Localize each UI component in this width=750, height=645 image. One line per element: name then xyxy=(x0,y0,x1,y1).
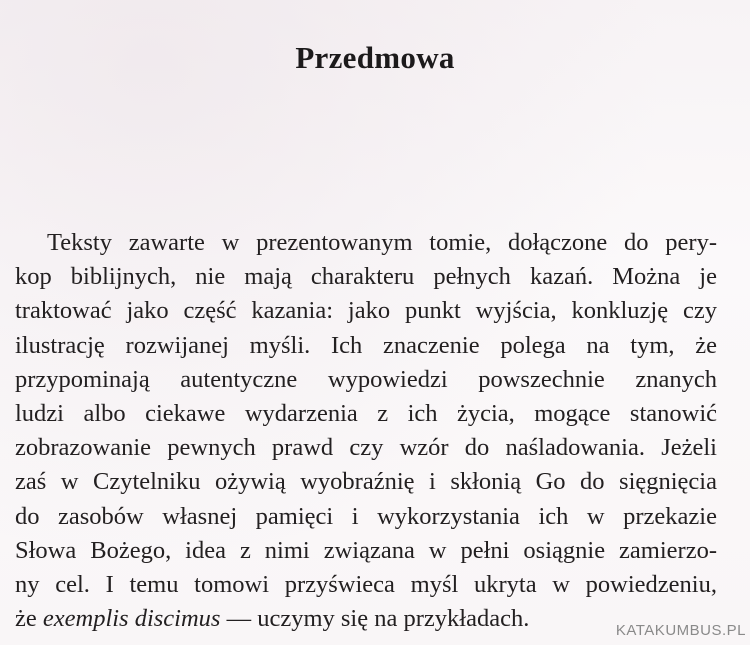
paragraph-line: kop biblijnych, nie mają charakteru pełnych kazań. Można je xyxy=(15,263,717,291)
paragraph-line: traktować jako część kazania: jako punkt wyjścia, konkluzję czy xyxy=(15,297,717,325)
paragraph-line: zaś w Czytelniku ożywią wyobraźnię i skłonią Go do sięgnięcia xyxy=(15,468,717,496)
paragraph-line: ilustrację rozwijanej myśli. Ich znaczenie polega na tym, że xyxy=(15,331,717,359)
last-line-prefix: że xyxy=(15,605,43,633)
paragraph-line: ny cel. I temu tomowi przyświeca myśl ukryta w powiedzeniu, xyxy=(15,571,717,599)
paragraph-line: zobrazowanie pewnych prawd czy wzór do naśladowania. Jeżeli xyxy=(15,434,717,462)
paragraph-last-line xyxy=(15,602,717,636)
latin-phrase: exemplis discimus xyxy=(42,605,221,633)
paragraph-line: Słowa Bożego, idea z nimi związana w pełni osiągnie zamierzo- xyxy=(15,536,717,564)
paragraph-line: ludzi albo ciekawe wydarzenia z ich życia, mogące stanowić xyxy=(15,400,717,428)
paragraph-line: Teksty zawarte w prezentowanym tomie, dołączone do pery- xyxy=(47,229,717,256)
last-line-suffix: — uczymy się na przykładach. xyxy=(220,605,530,633)
paragraph-line: do zasobów własnej pamięci i wykorzystania ich w przekazie xyxy=(15,502,717,530)
paragraph-line: przypominają autentyczne wypowiedzi powszechnie znanych xyxy=(15,365,717,393)
bleed-through-text xyxy=(20,120,26,147)
page-title: Przedmowa xyxy=(295,40,455,75)
watermark: KATAKUMBUS.PL xyxy=(615,622,746,639)
preface-paragraph xyxy=(15,226,717,636)
